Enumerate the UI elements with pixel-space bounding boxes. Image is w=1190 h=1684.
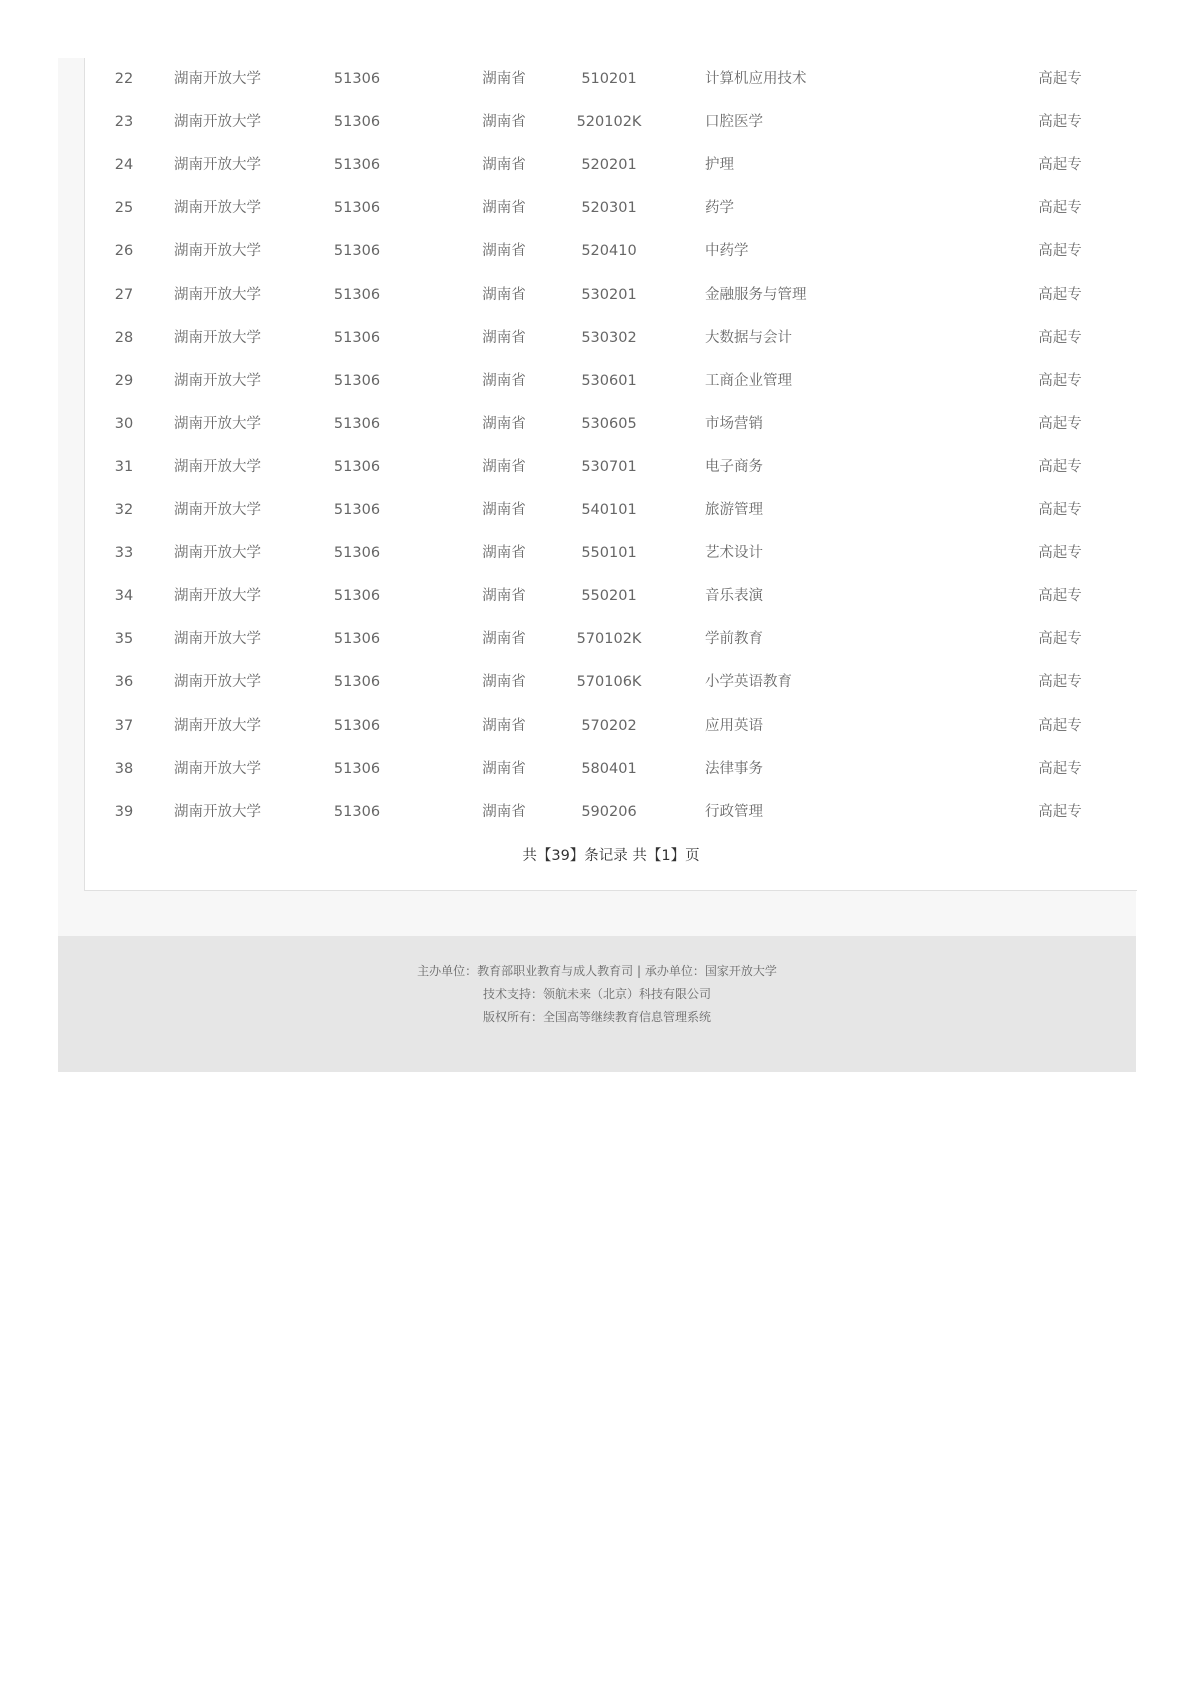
major-code-cell: 590206: [581, 803, 637, 820]
major-code-cell: 530302: [581, 329, 637, 346]
row-index-cell: 27: [114, 286, 134, 303]
education-level-cell: 高起专: [1038, 71, 1082, 87]
school-name-cell: 湖南开放大学: [174, 329, 261, 346]
table-row: [85, 317, 1137, 360]
province-cell: 湖南省: [482, 545, 526, 562]
school-name-cell: 湖南开放大学: [174, 588, 261, 605]
major-name-cell: 艺术设计: [705, 545, 763, 562]
school-name-cell: 湖南开放大学: [174, 200, 261, 217]
education-level-cell: 高起专: [1038, 415, 1082, 432]
major-code-cell: 550101: [581, 545, 637, 562]
major-code-cell: 530201: [581, 286, 637, 303]
table-row: [85, 58, 1137, 101]
major-name-cell: 护理: [705, 157, 734, 174]
school-code-cell: 51306: [333, 415, 381, 432]
education-level-cell: 高起专: [1038, 545, 1082, 562]
school-code-cell: 51306: [333, 760, 381, 777]
footer-tech-support: 技术支持：领航未来（北京）科技有限公司: [482, 987, 711, 1001]
footer-organizer: 主办单位：教育部职业教育与成人教育司 | 承办单位：国家开放大学: [417, 964, 777, 978]
school-code-cell: 51306: [333, 674, 381, 691]
province-cell: 湖南省: [482, 415, 526, 432]
footer-copyright: 版权所有：全国高等继续教育信息管理系统: [482, 1010, 711, 1024]
major-code-cell: 580401: [581, 760, 637, 777]
school-name-cell: 湖南开放大学: [174, 415, 261, 432]
province-cell: 湖南省: [482, 760, 526, 777]
school-code-cell: 51306: [333, 372, 381, 389]
education-level-cell: 高起专: [1038, 458, 1082, 475]
province-cell: 湖南省: [482, 157, 526, 174]
row-index-cell: 26: [114, 243, 134, 260]
school-name-cell: 湖南开放大学: [174, 114, 261, 131]
school-code-cell: 51306: [333, 717, 381, 734]
education-level-cell: 高起专: [1038, 372, 1082, 389]
school-name-cell: 湖南开放大学: [174, 71, 261, 87]
major-code-cell: 520201: [581, 157, 637, 174]
major-code-cell: 520301: [581, 200, 637, 217]
school-code-cell: 51306: [333, 545, 381, 562]
major-code-cell: 520410: [581, 243, 637, 260]
site-footer: [58, 936, 1136, 1072]
education-level-cell: 高起专: [1038, 243, 1082, 260]
table-row: [85, 403, 1137, 446]
major-code-cell: 540101: [581, 502, 637, 518]
table-row: [85, 705, 1137, 748]
major-code-cell: 530701: [581, 458, 637, 475]
province-cell: 湖南省: [482, 71, 526, 87]
school-name-cell: 湖南开放大学: [174, 545, 261, 562]
province-cell: 湖南省: [482, 243, 526, 260]
major-code-cell: 530605: [581, 415, 637, 432]
table-row: [85, 187, 1137, 230]
school-name-cell: 湖南开放大学: [174, 717, 261, 734]
row-index-cell: 35: [114, 631, 134, 648]
school-name-cell: 湖南开放大学: [174, 674, 261, 691]
education-level-cell: 高起专: [1038, 286, 1082, 303]
major-name-cell: 小学英语教育: [705, 674, 792, 691]
education-level-cell: 高起专: [1038, 717, 1082, 734]
school-code-cell: 51306: [333, 200, 381, 217]
major-name-cell: 口腔医学: [705, 114, 763, 131]
province-cell: 湖南省: [482, 588, 526, 605]
province-cell: 湖南省: [482, 114, 526, 131]
major-name-cell: 计算机应用技术: [705, 71, 807, 87]
table-row: [85, 618, 1137, 661]
row-index-cell: 22: [114, 71, 134, 87]
row-index-cell: 25: [114, 200, 134, 217]
major-code-cell: 520102K: [576, 114, 642, 131]
school-name-cell: 湖南开放大学: [174, 458, 261, 475]
major-name-cell: 法律事务: [705, 760, 763, 777]
major-name-cell: 旅游管理: [705, 502, 763, 518]
row-index-cell: 34: [114, 588, 134, 605]
province-cell: 湖南省: [482, 674, 526, 691]
school-code-cell: 51306: [333, 243, 381, 260]
school-name-cell: 湖南开放大学: [174, 243, 261, 260]
education-level-cell: 高起专: [1038, 588, 1082, 605]
table-row: [85, 532, 1137, 575]
table-row: [85, 661, 1137, 704]
row-index-cell: 31: [114, 458, 134, 475]
major-name-cell: 药学: [705, 200, 734, 217]
province-cell: 湖南省: [482, 803, 526, 820]
education-level-cell: 高起专: [1038, 157, 1082, 174]
school-code-cell: 51306: [333, 71, 381, 87]
major-code-cell: 570202: [581, 717, 637, 734]
province-cell: 湖南省: [482, 200, 526, 217]
table-row: [85, 791, 1137, 834]
school-code-cell: 51306: [333, 803, 381, 820]
major-name-cell: 应用英语: [705, 717, 763, 734]
row-index-cell: 29: [114, 372, 134, 389]
major-name-cell: 大数据与会计: [705, 329, 792, 346]
major-list-table: [84, 58, 1137, 891]
page-content-area: [58, 58, 1136, 1072]
major-code-cell: 530601: [581, 372, 637, 389]
education-level-cell: 高起专: [1038, 502, 1082, 518]
province-cell: 湖南省: [482, 372, 526, 389]
school-name-cell: 湖南开放大学: [174, 502, 261, 518]
school-code-cell: 51306: [333, 286, 381, 303]
row-index-cell: 30: [114, 415, 134, 432]
education-level-cell: 高起专: [1038, 760, 1082, 777]
school-name-cell: 湖南开放大学: [174, 372, 261, 389]
row-index-cell: 24: [114, 157, 134, 174]
table-row: [85, 274, 1137, 317]
school-code-cell: 51306: [333, 502, 381, 518]
table-row: [85, 446, 1137, 489]
major-name-cell: 学前教育: [705, 631, 763, 648]
major-name-cell: 中药学: [705, 243, 749, 260]
school-code-cell: 51306: [333, 329, 381, 346]
table-row: [85, 144, 1137, 187]
major-name-cell: 音乐表演: [705, 588, 763, 605]
row-index-cell: 33: [114, 545, 134, 562]
school-code-cell: 51306: [333, 588, 381, 605]
row-index-cell: 28: [114, 329, 134, 346]
school-name-cell: 湖南开放大学: [174, 286, 261, 303]
row-index-cell: 37: [114, 717, 134, 734]
education-level-cell: 高起专: [1038, 803, 1082, 820]
school-name-cell: 湖南开放大学: [174, 157, 261, 174]
education-level-cell: 高起专: [1038, 200, 1082, 217]
province-cell: 湖南省: [482, 717, 526, 734]
table-row: [85, 230, 1137, 273]
major-code-cell: 570102K: [576, 631, 642, 648]
table-row: [85, 360, 1137, 403]
school-name-cell: 湖南开放大学: [174, 803, 261, 820]
table-row: [85, 489, 1137, 532]
province-cell: 湖南省: [482, 329, 526, 346]
major-code-cell: 570106K: [576, 674, 642, 691]
major-code-cell: 550201: [581, 588, 637, 605]
table-row: [85, 748, 1137, 791]
province-cell: 湖南省: [482, 631, 526, 648]
province-cell: 湖南省: [482, 286, 526, 303]
row-index-cell: 32: [114, 502, 134, 518]
row-index-cell: 38: [114, 760, 134, 777]
row-index-cell: 39: [114, 803, 134, 820]
row-index-cell: 23: [114, 114, 134, 131]
education-level-cell: 高起专: [1038, 329, 1082, 346]
education-level-cell: 高起专: [1038, 114, 1082, 131]
school-code-cell: 51306: [333, 157, 381, 174]
school-code-cell: 51306: [333, 114, 381, 131]
major-name-cell: 行政管理: [705, 803, 763, 820]
province-cell: 湖南省: [482, 458, 526, 475]
school-code-cell: 51306: [333, 631, 381, 648]
school-name-cell: 湖南开放大学: [174, 760, 261, 777]
row-index-cell: 36: [114, 674, 134, 691]
school-code-cell: 51306: [333, 458, 381, 475]
major-name-cell: 电子商务: [705, 458, 763, 475]
education-level-cell: 高起专: [1038, 674, 1082, 691]
major-name-cell: 市场营销: [705, 415, 763, 432]
major-name-cell: 金融服务与管理: [705, 286, 807, 303]
major-code-cell: 510201: [581, 71, 637, 87]
school-name-cell: 湖南开放大学: [174, 631, 261, 648]
education-level-cell: 高起专: [1038, 631, 1082, 648]
major-name-cell: 工商企业管理: [705, 372, 792, 389]
pagination-summary: 共【39】条记录 共【1】页: [522, 848, 700, 864]
table-row: [85, 101, 1137, 144]
table-row: [85, 575, 1137, 618]
province-cell: 湖南省: [482, 502, 526, 518]
